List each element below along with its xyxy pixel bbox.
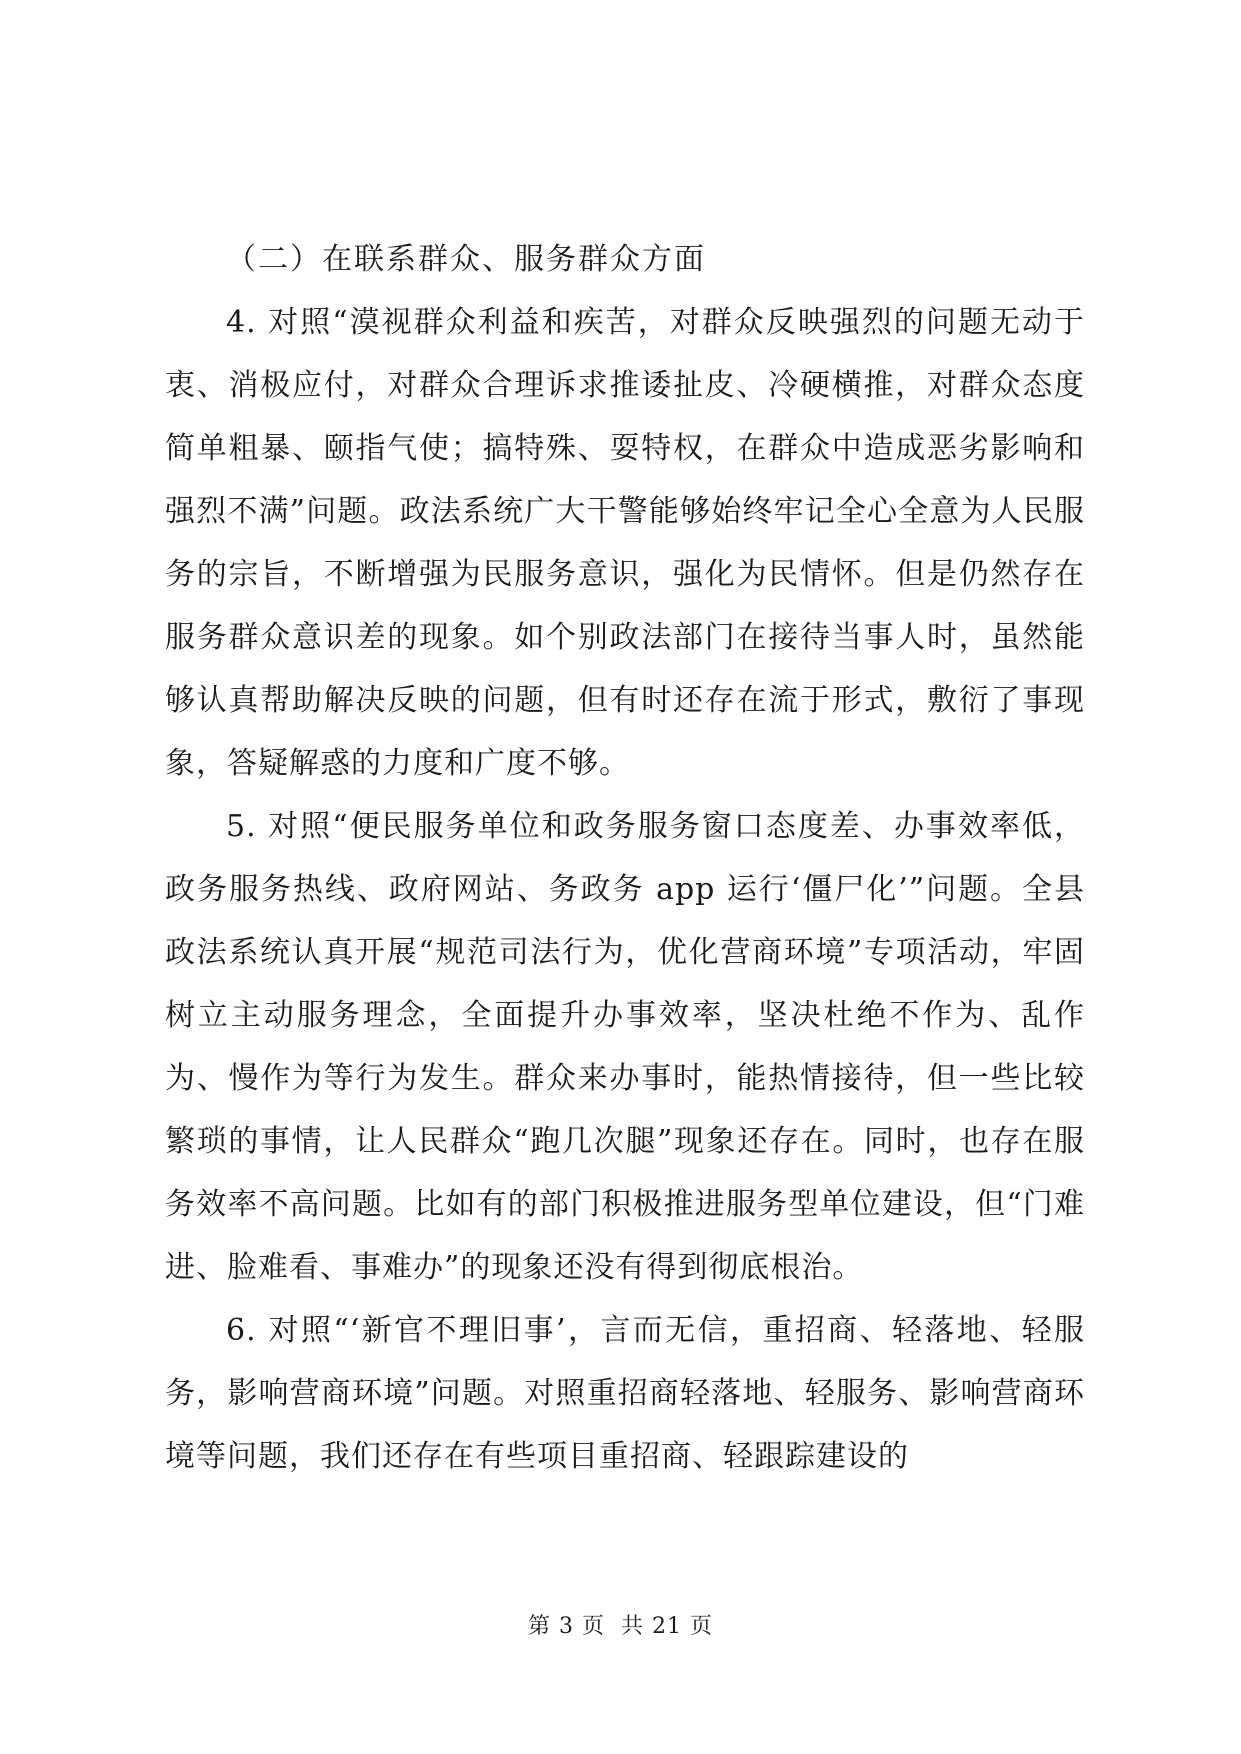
paragraph-item-5: 5. 对照“便民服务单位和政务服务窗口态度差、办事效率低，政务服务热线、政府网站、务政务 app 运行‘僵尸化’”问题。全县政法系统认真开展“规范司法行为，优化营商环境”专项活动，牢固树立主动服务理念，全面提升办事效率，坚决杜绝不作为、乱作为、慢作为等行为发生。群众来办事时，能热情接待，但一些比较繁琐的事情，让人民群众“跑几次腿”现象还存在。同时，也存在服务效率不高问题。比如有的部门积极推进服务型单位建设，但“门难进、脸难看、事难办”的现象还没有得到彻底根治。 <box>165 809 1085 1285</box>
document-body <box>165 228 1085 1488</box>
section-heading: （二）在联系群众、服务群众方面 <box>226 242 706 277</box>
paragraph-item-6: 6. 对照“‘新官不理旧事’，言而无信，重招商、轻落地、轻服务，影响营商环境”问题。对照重招商轻落地、轻服务、影响营商环境等问题，我们还存在有些项目重招商、轻跟踪建设的 <box>165 1313 1085 1474</box>
page-number-label: 第 3 页 共 21 页 <box>528 1614 713 1639</box>
paragraph-item-4: 4. 对照“漠视群众利益和疾苦，对群众反映强烈的问题无动于衷、消极应付，对群众合理诉求推诿扯皮、冷硬横推，对群众态度简单粗暴、颐指气使；搞特殊、耍特权，在群众中造成恶劣影响和强烈不满”问题。政法系统广大干警能够始终牢记全心全意为人民服务的宗旨，不断增强为民服务意识，强化为民情怀。但是仍然存在服务群众意识差的现象。如个别政法部门在接待当事人时，虽然能够认真帮助解决反映的问题，但有时还存在流于形式，敷衍了事现象，答疑解惑的力度和广度不够。 <box>165 305 1085 781</box>
page-footer <box>0 1612 1241 1642</box>
